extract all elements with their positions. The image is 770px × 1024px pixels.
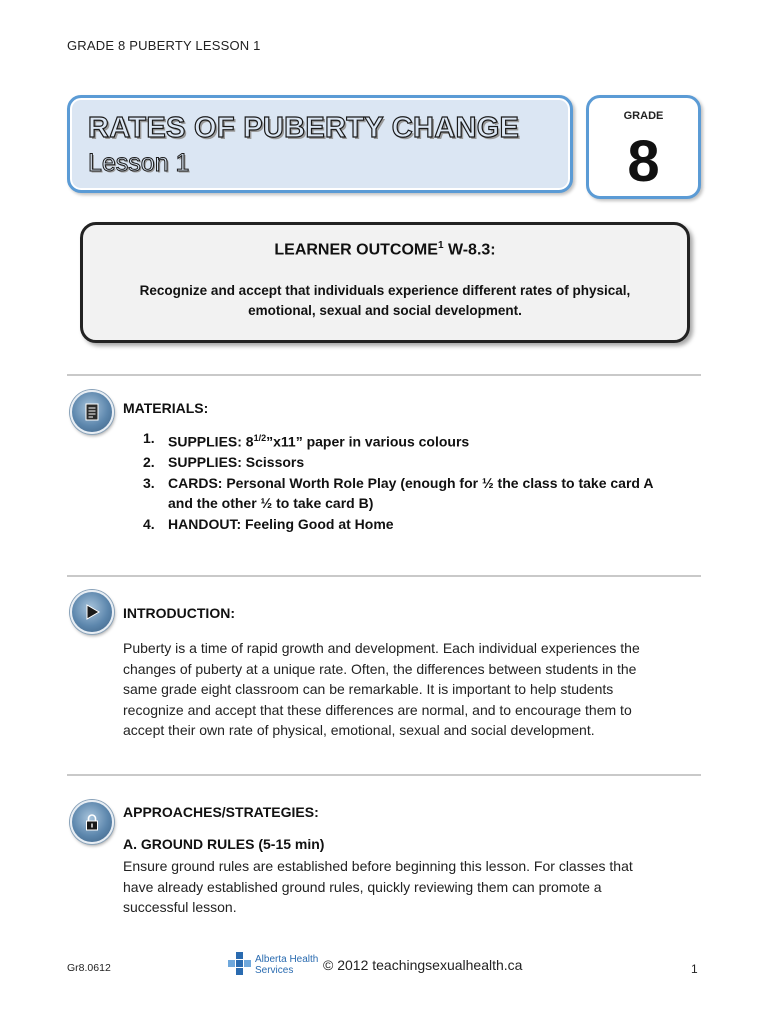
section-divider	[67, 374, 701, 376]
list-text: ”x11” paper in various colours	[266, 433, 470, 450]
grade-label: GRADE	[623, 110, 664, 122]
list-number: 4.	[143, 515, 155, 532]
paragraph-line: same grade eight classroom can be remarkable. It is important to help students	[123, 681, 614, 697]
logo-line: Alberta Health	[255, 954, 319, 965]
list-text: and the other ½ to take card B)	[168, 495, 374, 512]
list-item	[143, 428, 703, 452]
list-number: 1.	[143, 430, 155, 446]
document-code: Gr8.0612	[67, 962, 111, 974]
paragraph-line: Puberty is a time of rapid growth and development. Each individual experiences the	[123, 640, 640, 656]
grade-box	[586, 95, 701, 199]
paragraph-line: successful lesson.	[123, 899, 237, 915]
list-item	[143, 452, 703, 473]
outcome-text-line: Recognize and accept that individuals experience different rates of physical,	[139, 283, 631, 298]
lesson-title: RATES OF PUBERTY CHANGE	[88, 112, 520, 144]
list-item	[143, 473, 703, 514]
running-header: GRADE 8 PUBERTY LESSON 1	[67, 38, 261, 53]
section-divider	[67, 575, 701, 577]
footnote-mark[interactable]: 1	[437, 240, 444, 251]
approaches-heading: APPROACHES/STRATEGIES:	[123, 804, 319, 820]
outcome-code: W-8.3:	[443, 241, 496, 259]
lesson-subtitle: Lesson 1	[88, 149, 190, 177]
fraction-superscript: 1/2	[253, 433, 267, 443]
health-cross-icon	[227, 951, 253, 979]
logo-line: Services	[255, 965, 294, 976]
list-item	[143, 514, 703, 535]
list-number: 3.	[143, 474, 155, 491]
logo-text	[255, 954, 318, 976]
list-text: CARDS: Personal Worth Role Play (enough for ½ the class to take card A	[168, 474, 654, 491]
introduction-heading: INTRODUCTION:	[123, 605, 235, 621]
paragraph-line: recognize and accept that these differences are normal, and to encourage them to	[123, 701, 632, 718]
outcome-text-line: emotional, sexual and social development.	[248, 303, 522, 318]
alberta-health-logo	[227, 951, 319, 984]
list-text: HANDOUT: Feeling Good at Home	[168, 515, 394, 532]
grade-number: 8	[627, 129, 660, 194]
outcome-title-prefix: LEARNER OUTCOME	[274, 241, 438, 259]
paragraph-line: changes of puberty at a unique rate. Often, the differences between students in the	[123, 660, 637, 677]
paragraph-line: accept their own rate of physical, emotional, sexual and social development.	[123, 722, 595, 738]
document-icon	[70, 390, 114, 434]
learner-outcome-title	[83, 240, 687, 259]
section-divider	[67, 774, 701, 776]
list-number: 2.	[143, 454, 155, 471]
learner-outcome-box	[80, 222, 690, 343]
approaches-paragraph	[123, 856, 703, 918]
copyright-notice: © 2012 teachingsexualhealth.ca	[323, 957, 523, 973]
materials-heading: MATERIALS:	[123, 400, 209, 416]
ground-rules-subheading: A. GROUND RULES (5-15 min)	[123, 836, 325, 852]
introduction-paragraph	[123, 638, 703, 741]
paragraph-line: have already established ground rules, quickly reviewing them can promote a	[123, 878, 602, 895]
lock-icon	[70, 800, 114, 844]
page-number: 1	[691, 962, 698, 976]
lesson-title-box	[67, 95, 573, 193]
list-text: SUPPLIES: 8	[168, 433, 254, 450]
paragraph-line: Ensure ground rules are established before beginning this lesson. For classes that	[123, 858, 633, 874]
play-icon	[70, 590, 114, 634]
materials-list	[143, 428, 703, 534]
learner-outcome-text	[111, 281, 659, 321]
list-text: SUPPLIES: Scissors	[168, 454, 305, 471]
